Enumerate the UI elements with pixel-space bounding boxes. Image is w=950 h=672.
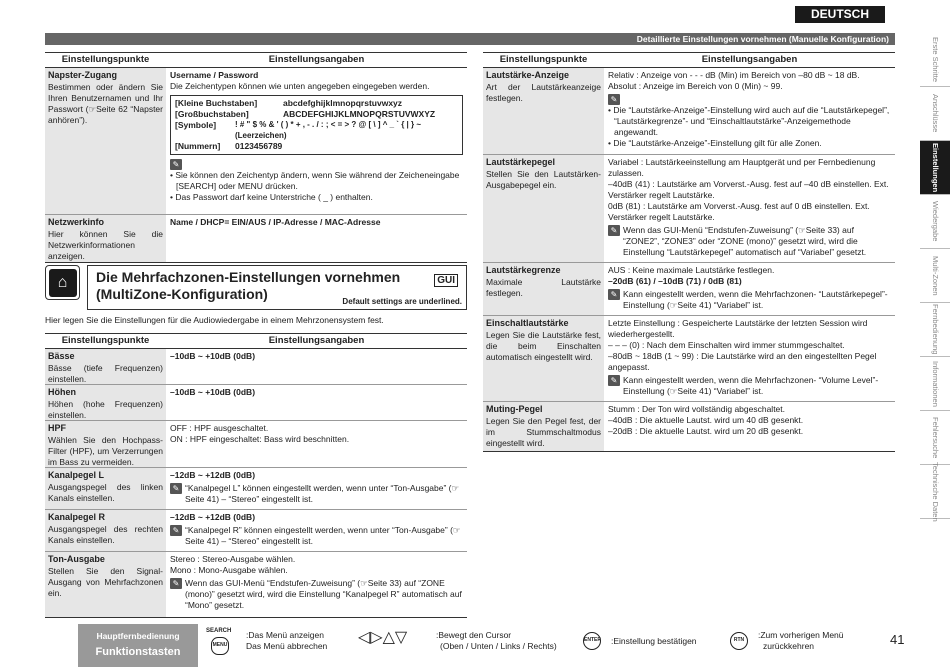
- tab-erste-schritte[interactable]: Erste Schritte: [920, 33, 950, 87]
- gui-badge: GUI: [434, 274, 458, 287]
- tab-technische-daten[interactable]: Technische Daten: [920, 465, 950, 519]
- tab-wiedergabe[interactable]: Wiedergabe: [920, 195, 950, 249]
- note-icon: ✎: [170, 159, 182, 170]
- note-icon: ✎: [608, 375, 620, 386]
- section-header-bar: Detaillierte Einstellungen vornehmen (Manuelle Konfiguration): [45, 33, 895, 45]
- table-row: [45, 68, 467, 215]
- character-types-box: [Kleine Buchstaben] abcdefghijklmnopqrstuvwxyz [Großbuchstaben] ABCDEFGHIJKLMNOPQRSTUVWXYZ [Symbole] ! # " $ % & ' ( ) * + , - . / : ; < = > ? @ [ \ ] ^ _ ` { | } ~ (Leerzeichen) [Nummern] 0123456789: [170, 95, 463, 155]
- language-tab: DEUTSCH: [795, 6, 885, 23]
- tab-einstellungen[interactable]: Einstellungen: [920, 141, 950, 195]
- tab-informationen[interactable]: Informationen: [920, 357, 950, 411]
- tab-fernbedienung[interactable]: Fernbedienung: [920, 303, 950, 357]
- col-header-settings: Einstellungsangaben: [268, 54, 365, 65]
- tab-anschluesse[interactable]: Anschlüsse: [920, 87, 950, 141]
- settings-table-multizone: Einstellungspunkte Einstellungsangaben Bässe Bässe (tiefe Frequenzen) einstellen. –10dB ~ +10dB (0dB) Höhen Höhen (hohe Frequenzen) einstellen. –10dB ~ +10dB (0dB) HPF Wählen Sie den Hochpass-Filter (HPF), um Verzerrungen im Bass zu vermeiden. OFF : HPF ausgeschaltet. ON : HPF eingeschaltet: Bass wird beschnitten. Kanalpegel L Ausgangspegel des linken Kanals einstellen. –12dB ~ +12dB (0dB) ✎ “Kanalpegel L” können eingestellt werden, wenn unter “Ton-Ausgabe” (☞Seite 41) – “Stereo” eingestellt ist. Kanalpegel R Ausgangspegel des rechten Kanals einstellen. –12dB ~ +12dB (0dB) ✎ “Kanalpegel R” können eingestellt werden, wenn unter “Ton-Ausgabe” (☞Seite 41) – “Stereo” eingestellt ist. Ton-Ausgabe Stellen Sie den Signal-Ausgang von Mehrfachzonen ein. Stereo : Stereo-Ausgabe wählen. Mono : Mono-Ausgabe wählen. ✎ Wenn das GUI-Menü “Endstufen-Zuweisung” (☞Seite 33) auf “ZONE (mono)” gesetzt wird, wird die Einstellung “Kanalpegel R” automatisch auf “Mono” gesetzt.: [45, 333, 467, 618]
- note-icon: ✎: [170, 525, 182, 536]
- note-icon: ✎: [608, 289, 620, 300]
- note-icon: ✎: [608, 225, 620, 236]
- defaults-note: Default settings are underlined.: [342, 296, 462, 306]
- note-icon: ✎: [170, 578, 182, 589]
- note-icon: ✎: [608, 94, 620, 105]
- multizone-section-header: [45, 265, 467, 310]
- row-desc: Bestimmen oder ändern Sie Ihren Benutzernamen und Ihr Passwort (☞Seite 62 “Napster anhören”).: [48, 81, 163, 125]
- home-icon: ⌂: [45, 265, 80, 300]
- note-text: • Das Passwort darf keine Unterstriche ( _ ) enthalten.: [170, 192, 373, 203]
- section-intro: Hier legen Sie die Einstellungen für die Audiowiedergabe in einem Mehrzonensystem fest.: [45, 315, 384, 325]
- tab-multi-zonen[interactable]: Multi-Zonen: [920, 249, 950, 303]
- setting-value: Name / DHCP= EIN/AUS / IP-Adresse / MAC-Adresse: [170, 217, 381, 227]
- row-title: Napster-Zugang: [48, 70, 118, 80]
- chapter-sidebar: [920, 33, 950, 573]
- remote-label-box: Hauptfernbedienung Funktionstasten: [78, 624, 198, 667]
- col-header-items: Einstellungspunkte: [61, 54, 150, 65]
- remote-legend-footer: Hauptfernbedienung Funktionstasten SEARCH MENU :Das Menü anzeigen Das Menü abbrechen ◁▷△▽ :Bewegt den Cursor (Oben / Unten / Links / Rechts) ENTER :Einstellung bestätigen RTN :Zum vorherigen Menü zurückkehren: [78, 624, 905, 667]
- setting-text: Die Zeichentypen können wie unten angegeben eingegeben werden.: [170, 81, 430, 92]
- note-icon: ✎: [170, 483, 182, 494]
- table-row: Netzwerkinfo Hier können Sie die Netzwerkinformationen anzeigen. Name / DHCP= EIN/AUS / IP-Adresse / MAC-Adresse: [45, 215, 467, 263]
- tab-fehlersuche[interactable]: Fehlersuche: [920, 411, 950, 465]
- search-button-label: SEARCH: [206, 628, 232, 634]
- section-title: Die Mehrfachzonen-Einstellungen vornehmen (MultiZone-Konfiguration): [96, 269, 401, 302]
- enter-button-icon: ENTER: [583, 632, 601, 650]
- note-text: • Sie können den Zeichentyp ändern, wenn Sie während der Zeicheneingabe [SEARCH] oder MENU drücken.: [170, 170, 460, 192]
- settings-table-network: [45, 52, 467, 263]
- cursor-buttons-icon: ◁▷△▽: [358, 629, 408, 646]
- page-number: 41: [890, 632, 905, 647]
- menu-button-icon: MENU: [211, 637, 229, 655]
- setting-heading: Username / Password: [170, 70, 259, 80]
- return-button-icon: RTN: [730, 632, 748, 650]
- settings-table-volume: Einstellungspunkte Einstellungsangaben Lautstärke-Anzeige Art der Lautstärkeanzeige festlegen. Relativ : Anzeige von - - - dB (Min) im Bereich von –80 dB ~ 18 dB. Absolut : Anzeige im Bereich von 0 (Min) ~ 99. ✎ • Die “Lautstärke-Anzeige”-Einstellung wird auch auf die “Lautstärkepegel”, “Lautstärkegrenze”- und “Einschaltlautstärke”-Anzeigemethode angewandt. • Die “Lautstärke-Anzeige”-Einstellung gilt für alle Zonen. Lautstärkepegel Stellen Sie den Lautstärken-Ausgabepegel ein. Variabel : Lautstärkeeinstellung am Hauptgerät und per Fernbedienung zulassen. –40dB (41) : Lautstärke am Vorverst.-Ausg. fest auf –40 dB einstellen. Ext. Verstärker regelt Lautstärke. 0dB (81) : Lautstärke am Vorverst.-Ausg. fest auf 0 dB einstellen. Ext. Verstärker regelt Lautstärke. ✎ Wenn das GUI-Menü “Endstufen-Zuweisung” (☞Seite 33) auf “ZONE2”, “ZONE3” oder “ZONE (mono)” gesetzt wird, wird die Einstellung “Lautstärkepegel” automatisch auf “Variabel” gesetzt. Lautstärkegrenze Maximale Lautstärke festlegen. AUS : Keine maximale Lautstärke festlegen. –20dB (61) / –10dB (71) / 0dB (81) ✎ Kann eingestellt werden, wenn die Mehrfachzonen- “Lautstärkepegel”-Einstellung (☞Seite 41) “Variabel” ist. Einschaltlautstärke Legen Sie die Lautstärke fest, die beim Einschalten automatisch eingestellt wird. Letzte Einstellung : Gespeicherte Lautstärke der letzten Session wird wiederhergestellt. – – – (0) : Nach dem Einschalten wird immer stummgeschaltet. –80dB ~ 18dB (1 ~ 99) : Die Lautstärke wird an den eingestellten Pegel angepasst. ✎ Kann eingestellt werden, wenn die Mehrfachzonen- “Volume Level”- Einstellung (☞Seite 41) “Variabel” ist. Muting-Pegel Legen Sie den Pegel fest, der im Stummschaltmodus eingestellt wird. Stumm : Der Ton wird vollständig abgeschaltet. –40dB : Die aktuelle Lautst. wird um 40 dB gesenkt. –20dB : Die aktuelle Lautst. wird um 20 dB gesenkt.: [483, 52, 895, 452]
